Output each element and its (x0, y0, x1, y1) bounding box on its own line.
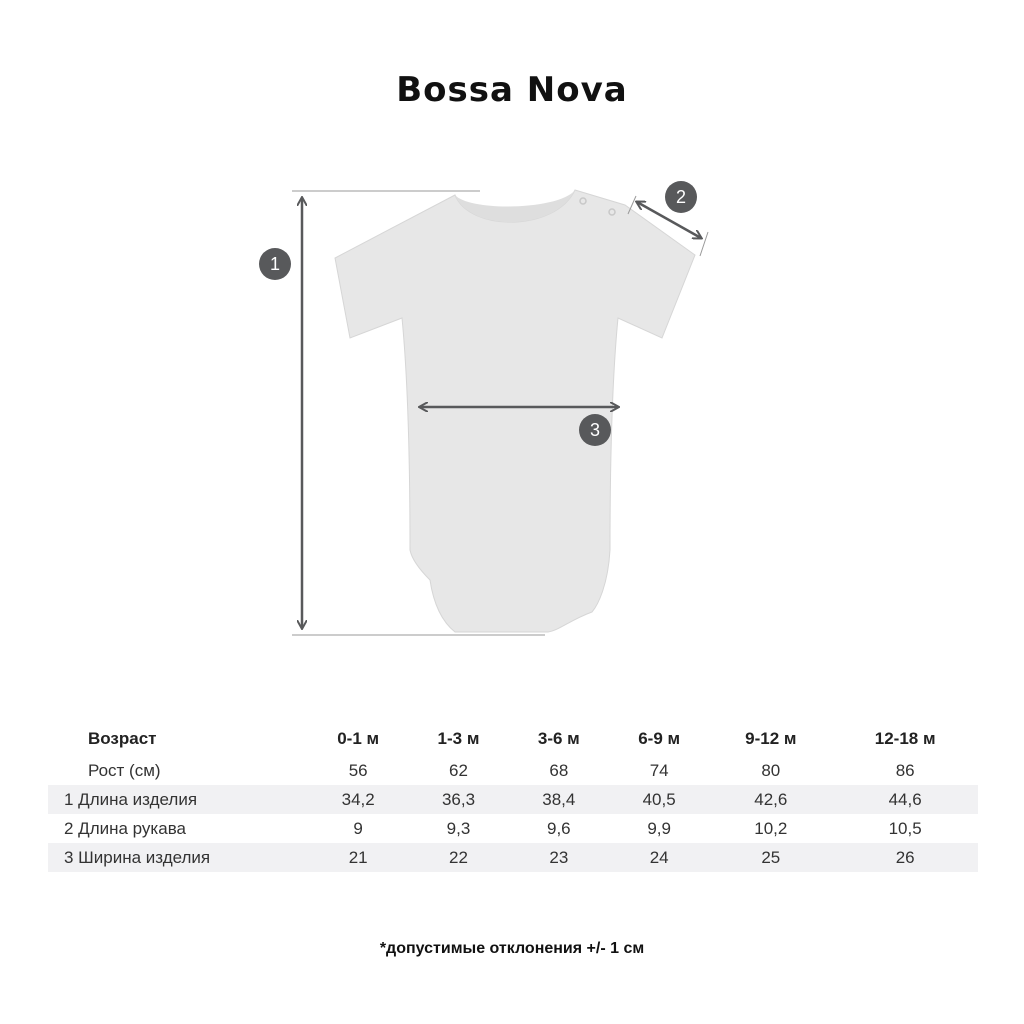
svg-text:1: 1 (269, 254, 281, 274)
table-cell: 56 (348, 760, 368, 780)
table-header-row (48, 722, 978, 756)
size-column-header: 3-6 м (537, 729, 580, 748)
table-cell: 9 (353, 818, 363, 838)
table-cell: 22 (408, 843, 508, 872)
size-column-header: 12-18 м (874, 729, 936, 748)
table-cell: 68 (549, 760, 569, 780)
table-cell: 80 (761, 760, 781, 780)
table-row-width (48, 843, 978, 872)
row-label: 2 Длина рукава (64, 818, 186, 838)
marker-3-badge (579, 414, 611, 446)
size-table (48, 722, 978, 872)
age-header: Возраст (88, 729, 157, 748)
svg-text:2: 2 (675, 187, 687, 207)
table-cell: 74 (649, 760, 669, 780)
table-cell: 36,3 (408, 785, 508, 814)
svg-text:3: 3 (589, 420, 601, 440)
tolerance-footnote: *допустимые отклонения +/- 1 см (379, 940, 645, 957)
table-cell: 21 (308, 843, 408, 872)
table-cell: 9,9 (647, 818, 671, 838)
table-row-height (48, 756, 978, 785)
table-cell: 10,2 (754, 818, 788, 838)
sleeve-guide-right (700, 232, 708, 256)
brand-title: Bossa Nova (396, 70, 628, 110)
table-cell: 42,6 (709, 785, 832, 814)
row-label: 1 Длина изделия (48, 785, 308, 814)
size-column-header: 6-9 м (638, 729, 681, 748)
table-cell: 44,6 (832, 785, 978, 814)
table-cell: 10,5 (888, 818, 922, 838)
table-cell: 38,4 (509, 785, 609, 814)
marker-1-badge (259, 248, 291, 280)
table-cell: 40,5 (609, 785, 709, 814)
table-cell: 25 (709, 843, 832, 872)
size-column-header: 9-12 м (745, 729, 797, 748)
bodysuit-illustration (335, 190, 695, 632)
marker-2-badge (665, 181, 697, 213)
table-cell: 86 (895, 760, 915, 780)
row-label: Рост (см) (88, 760, 161, 780)
table-row-sleeve (48, 814, 978, 843)
table-row-length (48, 785, 978, 814)
table-cell: 26 (832, 843, 978, 872)
table-cell: 9,6 (547, 818, 571, 838)
table-cell: 34,2 (308, 785, 408, 814)
row-label: 3 Ширина изделия (48, 843, 308, 872)
table-cell: 23 (509, 843, 609, 872)
table-cell: 9,3 (446, 818, 471, 838)
size-column-header: 1-3 м (437, 729, 480, 748)
size-column-header: 0-1 м (337, 729, 380, 748)
table-cell: 24 (609, 843, 709, 872)
table-cell: 62 (449, 760, 468, 780)
